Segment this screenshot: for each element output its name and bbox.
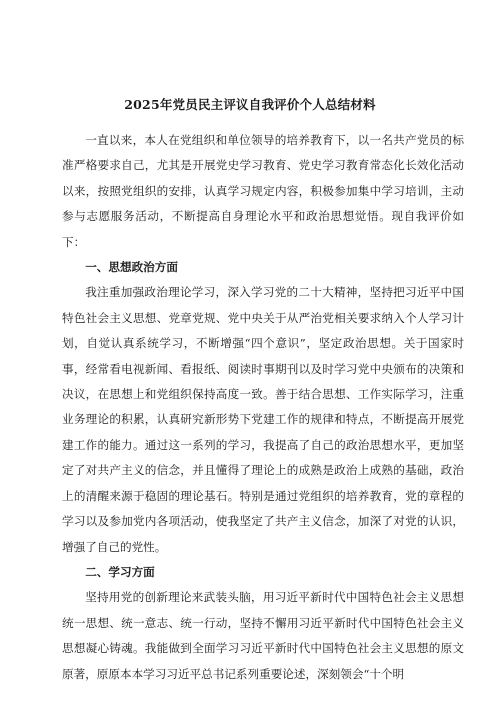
document-title: 2025年党员民主评议自我评价个人总结材料 xyxy=(124,97,376,112)
section-paragraph-study: 坚持用党的创新理论来武装头脑，用习近平新时代中国特色社会主义思想统一思想、统一意志、统一行动，坚持不懈用习近平新时代中国特色社会主义思想凝心铸魂。我能做到全面学习习近平新时代中国特色社会主义思想的原文原著，原原本本学习习近平总书记系列重要论述，深刻领会“十个明 xyxy=(62,590,464,681)
intro-paragraph: 一直以来，本人在党组织和单位领导的培养教育下，以一名共产党员的标准严格要求自己，尤其是开展党史学习教育、党史学习教育常态化长效化活动以来，按照党组织的安排，认真学习规定内容，积极参加集中学习培训，主动参与志愿服务活动，不断提高自身理论水平和政治思想觉悟。现自我评价如下： xyxy=(62,133,464,249)
section-paragraph-ideology: 我注重加强政治理论学习，深入学习党的二十大精神，坚持把习近平中国特色社会主义思想、党章党规、党中央关于从严治党相关要求纳入个人学习计划，自觉认真系统学习，不断增强“四个意识”，坚定政治思想。关于国家时事，经常看电视新闻、看报纸、阅读时事期刊以及时学习党中央颁布的决策和决议，在思想上和党组织保持高度一致。善于结合思想、工作实际学习，注重业务理论的积累，认真研究新形势下党建工作的规律和特点，不断提高开展党建工作的能力。通过这一系列的学习，我提高了自己的政治思想水平，更加坚定了对共产主义的信念，并且懂得了理论上的成熟是政治上成熟的基础，政治上的清醒来源于稳固的理论基石。特别是通过党组织的培养教育，党的章程的学习以及参加党内各项活动，使我坚定了共产主义信念，加深了对党的认识，增强了自己的党性。 xyxy=(62,285,464,554)
section-heading-study: 二、学习方面 xyxy=(85,564,155,579)
document-body xyxy=(62,128,464,687)
section-heading-ideology: 一、思想政治方面 xyxy=(85,260,178,275)
